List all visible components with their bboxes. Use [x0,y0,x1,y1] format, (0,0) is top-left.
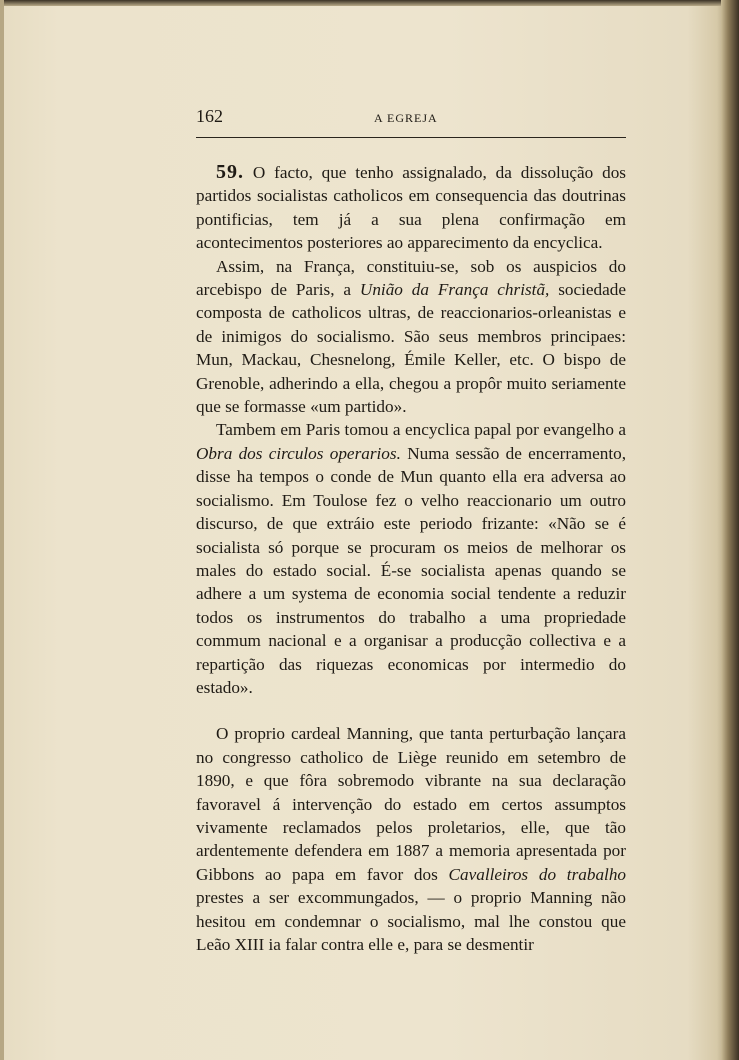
paragraph-text: O proprio cardeal Manning, que tanta perturbação lançara no congresso catholico de Liège reunido em setembro de 1890, e que fôra sobremodo vibrante na sua declaração favoravel á intervenção do estado em certos assumptos vivamente reclamados pelos proletarios, elle, que tão ardentemente defendera em 1887 a memoria apresentada por Gibbons ao papa em favor dos [196,724,626,884]
body-text [196,161,626,956]
running-title: A EGREJA [374,111,438,125]
paragraph-1 [196,161,626,255]
page-number: 162 [196,106,223,126]
paragraph-text: prestes a ser excommungados, — o proprio Manning não hesitou em condemnar o socialismo, mal lhe constou que Leão XIII ia falar contra elle e, para se desmentir [196,888,626,954]
italic-title: Cavalleiros do trabalho [448,864,627,884]
running-header [196,106,626,130]
section-number: 59. [216,161,244,183]
paragraph-text: Assim, na França, constituiu-se, sob os auspicios do arcebispo de Paris, a [196,256,626,300]
paragraph-4 [196,722,626,956]
header-rule [196,137,626,138]
italic-title: Obra dos circulos operarios. [196,443,401,463]
italic-title: União da França christã, [359,280,550,300]
paragraph-2 [196,255,626,419]
page-right-edge [721,0,739,1060]
paragraph-text: Numa sessão de encerramento, disse ha tempos o conde de Mun quanto ella era adversa ao socialismo. Em Toulose fez o velho reaccionario um outro discurso, de que extráio este periodo frizante: «Não se é socialista só porque se procuram os meios de melhorar os males do estado social. É-se socialista apenas quando se adhere a um systema de economia social tendente a reduzir todos os instrumentos do trabalho a uma propriedade commum nacional e a organisar a producção collectiva e a repartição das riquezas economicas por intermedio do estado». [196,443,626,697]
page-left-edge [0,0,4,1060]
page-top-edge [0,0,739,6]
paragraph-3 [196,418,626,699]
paragraph-text: O facto, que tenho assignalado, da dissolução dos partidos socialistas catholicos em consequencia das doutrinas pontificias, tem já a sua plena confirmação em acontecimentos posteriores ao apparecimento da encyclica. [196,163,626,253]
paragraph-text: sociedade composta de catholicos ultras, de reaccionarios-orleanistas e de inimigos do socialismo. São seus membros principaes: Mun, Mackau, Chesnelong, Émile Keller, etc. O bispo de Grenoble, adherindo a ella, chegou a propôr muito seriamente que se formasse «um partido». [196,280,626,417]
paragraph-text: Tambem em Paris tomou a encyclica papal por evangelho a [216,420,626,440]
